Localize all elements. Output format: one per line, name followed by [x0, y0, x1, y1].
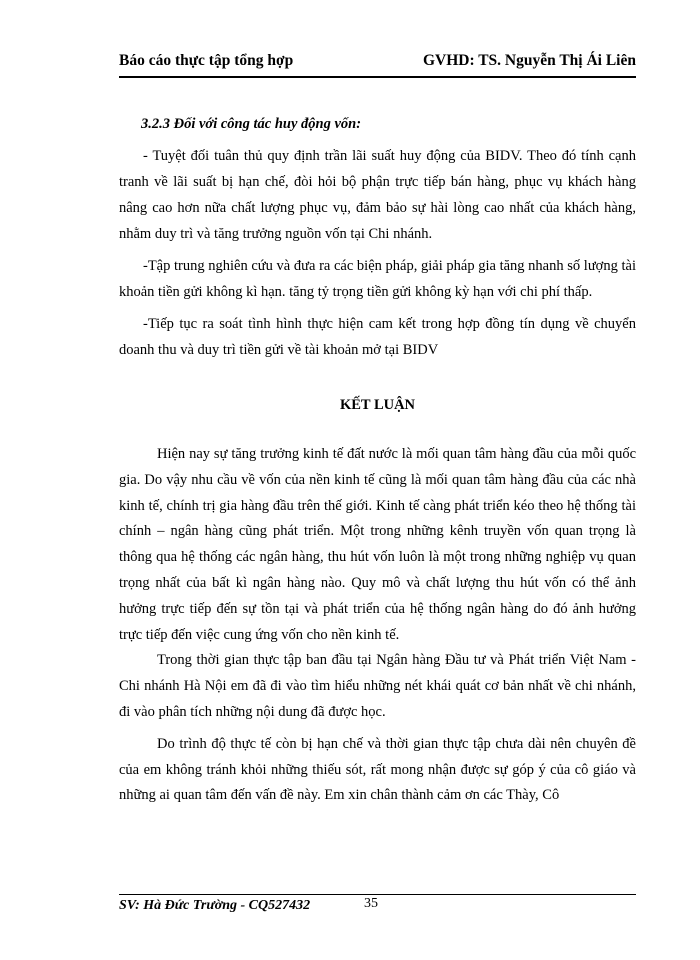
footer-divider — [119, 894, 636, 895]
section-paragraph-2: -Tập trung nghiên cứu và đưa ra các biện pháp, giải pháp gia tăng nhanh số lượng tài khoản tiền gửi không kì hạn. tăng tỷ trọng tiền gửi không kỳ hạn với chi phí thấp. — [119, 258, 636, 300]
conclusion-paragraph-2: Trong thời gian thực tập ban đầu tại Ngân hàng Đầu tư và Phát triển Việt Nam - Chi nhánh Hà Nội em đã đi vào tìm hiểu những nét khái quát cơ bản nhất về chi nhánh, đi vào phân tích những nội dung đã được học. — [119, 652, 636, 720]
conclusion-body — [119, 442, 636, 809]
section-paragraph-1: - Tuyệt đối tuân thủ quy định trần lãi suất huy động của BIDV. Theo đó tính cạnh tranh về lãi suất bị hạn chế, đòi hỏi bộ phận trực tiếp bán hàng, phục vụ khách hàng nâng cao hơn nữa chất lượng phục vụ, đảm bảo sự hài lòng cao nhất của khách hàng, nhằm duy trì và tăng trưởng nguồn vốn tại Chi nhánh. — [119, 148, 636, 242]
section-paragraph-3: -Tiếp tục ra soát tình hình thực hiện cam kết trong hợp đồng tín dụng về chuyển doanh thu và duy trì tiền gửi về tài khoản mở tại BIDV — [119, 316, 636, 358]
report-title: Báo cáo thực tập tổng hợp — [119, 52, 294, 69]
section-heading: 3.2.3 Đối với công tác huy động vốn: — [141, 116, 362, 132]
page-header — [119, 50, 636, 78]
page-number: 35 — [364, 896, 378, 911]
conclusion-title: KẾT LUẬN — [339, 397, 416, 413]
page-body — [119, 104, 636, 809]
conclusion-paragraph-1: Hiện nay sự tăng trưởng kinh tế đất nước là mối quan tâm hàng đầu của mỗi quốc gia. Do vậy nhu cầu về vốn của nền kinh tế cũng là mối quan tâm hàng đầu của các nhà kinh tế, chính trị gia hàng đầu trên thế giới. Kinh tế càng phát triển kéo theo hệ thống tài chính – ngân hàng cũng phát triển. Một trong những kênh truyền vốn quan trọng là thông qua hệ thống các ngân hàng, thu hút vốn luôn là một trong những nghiệp vụ quan trọng nhất của bất kì ngân hàng nào. Quy mô và chất lượng thu hút vốn có thể ảnh hưởng trực tiếp đến sự tồn tại và phát triển của hệ thống ngân hàng do đó ảnh hưởng trực tiếp đến việc cung ứng vốn cho nền kinh tế. — [119, 446, 636, 643]
footer-author: SV: Hà Đức Trường - CQ527432 — [119, 898, 311, 913]
supervisor-name: GVHD: TS. Nguyễn Thị Ái Liên — [422, 52, 636, 69]
conclusion-paragraph-3: Do trình độ thực tế còn bị hạn chế và thời gian thực tập chưa dài nên chuyên đề của em không tránh khỏi những thiếu sót, rất mong nhận được sự góp ý của cô giáo và những ai quan tâm đến vấn đề này. Em xin chân thành cảm ơn các Thày, Cô — [119, 735, 636, 804]
